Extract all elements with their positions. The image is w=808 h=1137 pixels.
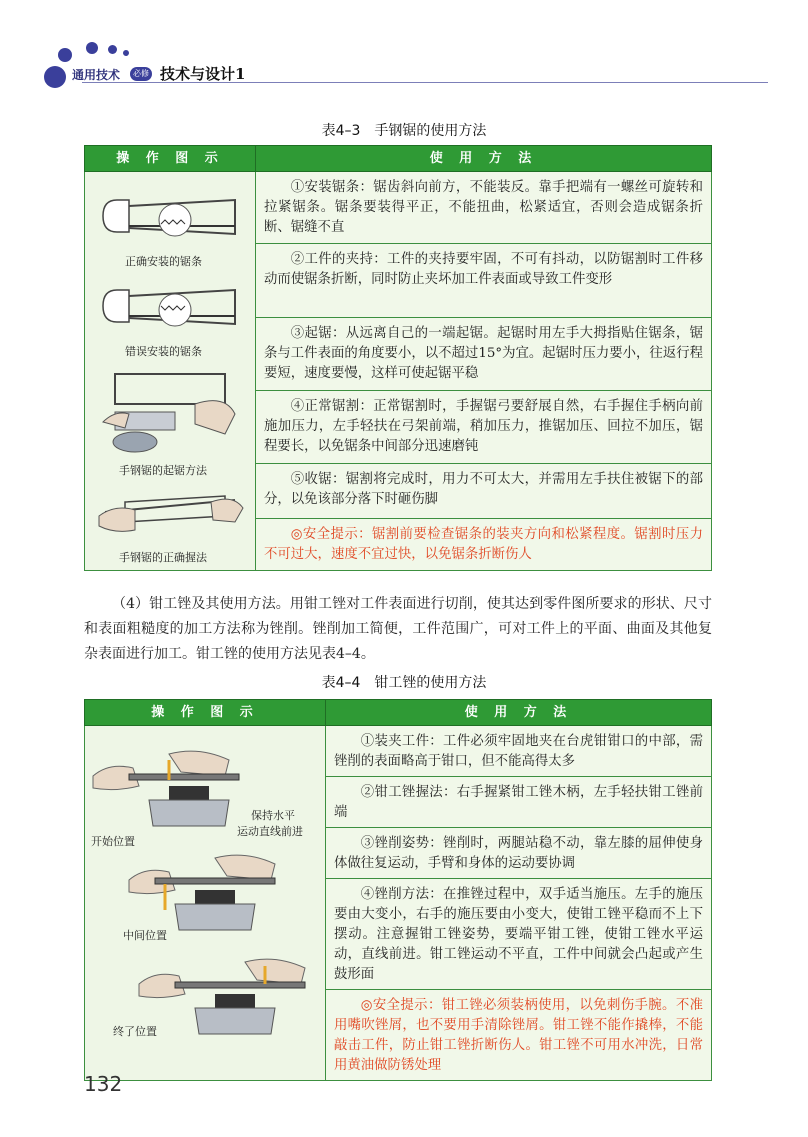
table1-header-illustration: 操 作 图 示	[85, 146, 256, 172]
table1-caption: 表4–3 手钢锯的使用方法	[321, 123, 487, 139]
saw-grip-figure	[95, 486, 245, 542]
header-badge: 通用技术	[72, 68, 121, 82]
saw-start-cut-figure	[95, 364, 245, 456]
table1-row-2: ②工件的夹持：工件的夹持要牢固，不可有抖动，以防锯割时工件移动而使锯条折断，同时防止夹坏加工件表面或导致工件变形	[256, 244, 712, 317]
table2-warning: ◎安全提示：钳工锉必须装柄使用，以免刺伤手腕。不准用嘴吹锉屑，也不要用手清除锉屑。钳工锉不能作撬棒，不能敲击工件，防止钳工锉折断伤人。钳工锉不可用水冲洗，日常用黄油做防锈处理	[326, 990, 712, 1081]
table2	[84, 699, 712, 1081]
page-header	[0, 0, 808, 100]
table2-row-2: ②钳工锉握法：右手握紧钳工锉木柄，左手轻扶钳工锉前端	[326, 777, 712, 828]
page-number: 132	[84, 1072, 123, 1096]
body-paragraph: （4）钳工锉及其使用方法。用钳工锉对工件表面进行切削，使其达到零件图所要求的形状、尺寸和表面粗糙度的加工方法称为锉削。锉削加工简便，工件范围广，可对工件上的平面、曲面及其他复杂表面进行加工。钳工锉的使用方法见表4–4。	[84, 596, 712, 662]
header-title: 技术与设计1	[160, 65, 246, 83]
table1-warning: ◎安全提示：锯割前要检查锯条的装夹方向和松紧程度。锯割时压力不可过大，速度不宜过快，以免锯条折断伤人	[256, 519, 712, 571]
table1-row-4: ④正常锯割：正常锯割时，手握锯弓要舒展自然，右手握住手柄向前施加压力，左手轻扶在弓架前端，稍加压力，推锯加压、回拉不加压，锯程要长，以免锯条中间部分迅速磨钝	[256, 390, 712, 463]
fig-label-wrong: 错误安装的锯条	[125, 345, 202, 358]
table1	[84, 145, 712, 571]
fig-label-keep-level: 保持水平	[251, 809, 295, 822]
fig-label-file-middle: 中间位置	[123, 929, 167, 942]
saw-correct-figure	[99, 186, 245, 246]
table1-row-3: ③起锯：从远离自己的一端起锯。起锯时用左手大拇指贴住锯条，锯条与工件表面的角度要小，以不超过15°为宜。起锯时压力要小，往返行程要短，速度要慢，这样可使起锯平稳	[256, 317, 712, 390]
table2-row-4: ④锉削方法：在推锉过程中，双手适当施压。左手的施压要由大变小，右手的施压要由小变大，使钳工锉平稳而不上下摆动。注意握钳工锉姿势，要端平钳工锉，使钳工锉水平运动，直线前进。钳工锉运动不平直，工件中间就会凸起或产生鼓形面	[326, 879, 712, 990]
saw-wrong-figure	[99, 276, 245, 336]
table2-caption: 表4–4 钳工锉的使用方法	[321, 675, 487, 691]
table2-row-3: ③锉削姿势：锉削时，两腿站稳不动，靠左膝的屈伸使身体做往复运动，手臂和身体的运动要协调	[326, 828, 712, 879]
file-start-figure	[89, 746, 249, 836]
table1-row-1: ①安装锯条：锯齿斜向前方，不能装反。靠手把端有一螺丝可旋转和拉紧锯条。锯条要装得平正，不能扭曲，松紧适宜，否则会造成锯条折断、锯缝不直	[256, 172, 712, 244]
table1-row-5: ⑤收锯：锯割将完成时，用力不可太大，并需用左手扶住被锯下的部分，以免该部分落下时砸伤脚	[256, 464, 712, 519]
table1-illustrations	[85, 172, 256, 571]
file-end-figure	[135, 954, 315, 1044]
fig-label-file-end: 终了位置	[113, 1025, 157, 1038]
fig-label-straight-line: 运动直线前进	[237, 825, 303, 838]
fig-label-correct: 正确安装的锯条	[125, 255, 202, 268]
table2-header-method: 使 用 方 法	[326, 700, 712, 726]
table1-header-method: 使 用 方 法	[256, 146, 712, 172]
header-badge-small: 必修	[130, 67, 152, 81]
fig-label-start-cut: 手钢锯的起锯方法	[119, 464, 207, 477]
fig-label-file-start: 开始位置	[91, 835, 135, 848]
fig-label-grip: 手钢锯的正确握法	[119, 551, 207, 564]
table2-illustrations	[85, 726, 326, 1081]
table2-header-illustration: 操 作 图 示	[85, 700, 326, 726]
table2-row-1: ①装夹工件：工件必须牢固地夹在台虎钳钳口的中部，需锉削的表面略高于钳口，但不能高得太多	[326, 726, 712, 777]
